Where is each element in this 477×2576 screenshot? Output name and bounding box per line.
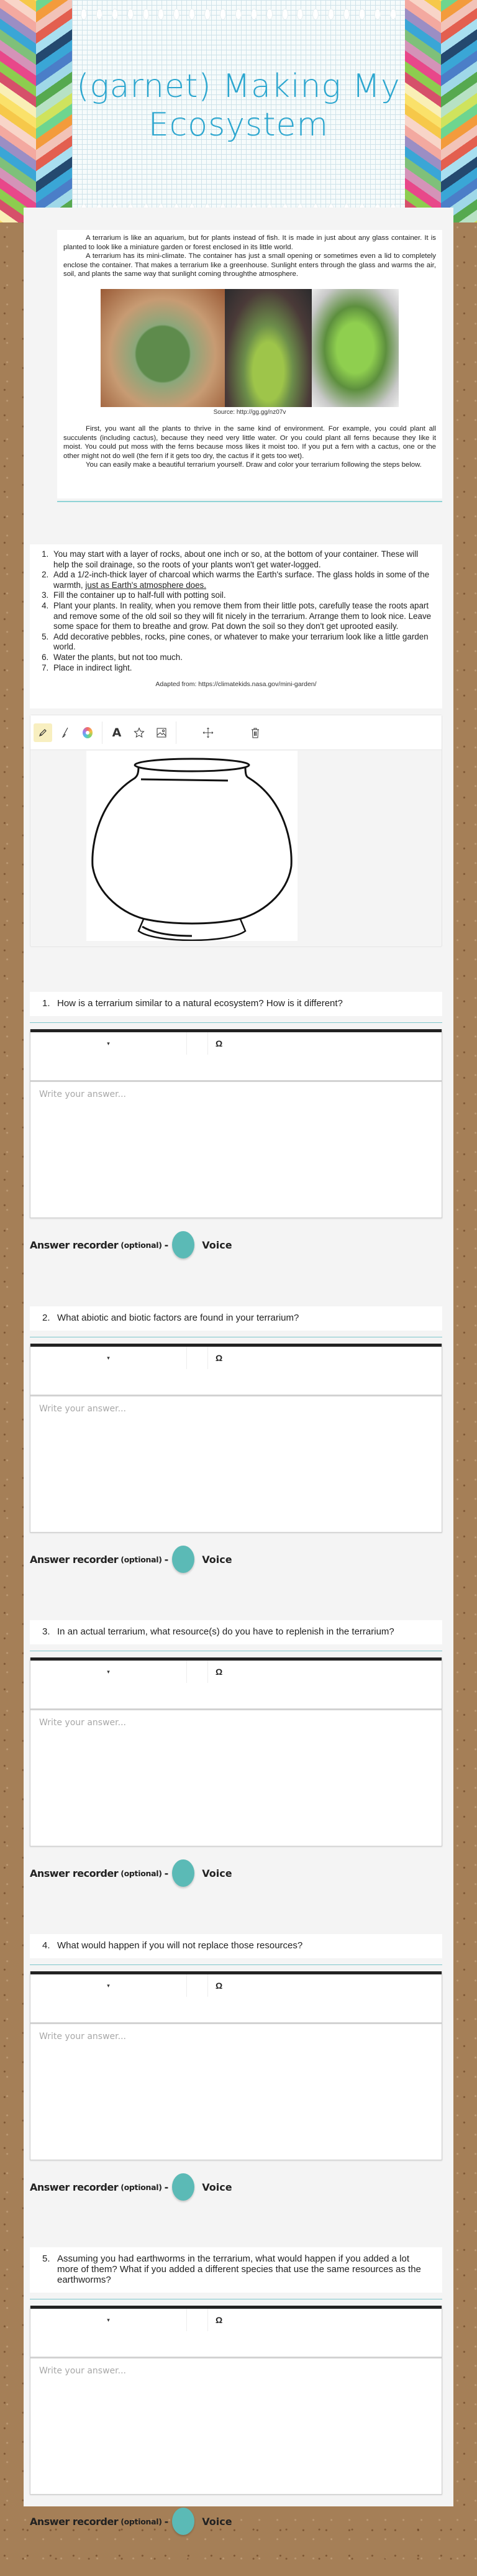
toolbar-spacer xyxy=(187,1661,208,1683)
question-prompt xyxy=(30,992,442,1016)
format-dropdown[interactable] xyxy=(30,1974,187,1997)
record-voice-button[interactable] xyxy=(172,2173,194,2201)
star-icon xyxy=(134,727,145,738)
image-tool-button[interactable] xyxy=(152,723,171,742)
intro-paragraph: A terrarium has its mini-climate. The container has just a small opening or sometimes even a lid to completely enclose the container. That makes a terrarium like a greenhouse. Sunlight enters through the glass and warms the air, soil, and plants the same way that sunlight coming throughthe atmosphere. xyxy=(63,252,436,278)
color-picker-button[interactable] xyxy=(78,723,97,742)
question-text: What would happen if you will not replace those resources? xyxy=(57,1940,303,1951)
chevron-pattern-left xyxy=(0,0,72,222)
toolbar-spacer xyxy=(187,1032,208,1055)
image-source-caption: Source: http://gg.gg/nz07v xyxy=(213,408,286,416)
question-divider xyxy=(30,1022,442,1023)
step-item: 7. Place in indirect light. xyxy=(51,663,435,674)
delete-drawing-button[interactable] xyxy=(246,723,265,742)
format-dropdown[interactable] xyxy=(30,1347,187,1369)
voice-label: Voice xyxy=(202,1867,232,1879)
special-character-button[interactable] xyxy=(208,1974,222,1997)
chevron-pattern-right xyxy=(405,0,477,222)
recorder-label: Answer recorder xyxy=(30,2515,119,2528)
omega-icon: Ω xyxy=(216,1667,223,1677)
recorder-label: Answer recorder xyxy=(30,1239,119,1251)
question-text: Assuming you had earthworms in the terrarium, what would happen if you added a lot more of them? What if you added a different species that use the same resources as the earthworms? xyxy=(57,2253,421,2285)
question-card xyxy=(30,1934,442,2202)
question-card xyxy=(30,1620,442,1889)
editor-toolbar xyxy=(30,2309,442,2358)
chevron-down-icon: ▾ xyxy=(107,2316,110,2323)
record-voice-button[interactable] xyxy=(172,1859,194,1887)
brush-icon xyxy=(60,727,70,738)
answer-recorder: Answer recorder (optional) - Voice xyxy=(30,1229,442,1260)
special-character-button[interactable] xyxy=(208,2309,222,2331)
toolbar-spacer xyxy=(187,1974,208,1997)
answer-input[interactable] xyxy=(30,2358,442,2494)
chevron-down-icon: ▾ xyxy=(107,1982,110,1989)
format-dropdown[interactable] xyxy=(30,1661,187,1683)
drawing-canvas[interactable] xyxy=(86,751,298,941)
voice-label: Voice xyxy=(202,2515,232,2528)
recorder-label: Answer recorder xyxy=(30,1553,119,1565)
voice-label: Voice xyxy=(202,2181,232,2193)
header-banner xyxy=(0,0,477,222)
voice-label: Voice xyxy=(202,1239,232,1251)
trash-icon xyxy=(250,727,260,739)
stamp-tool-button[interactable] xyxy=(130,723,148,742)
voice-label: Voice xyxy=(202,1553,232,1565)
terrarium-photo-succulent xyxy=(312,289,399,407)
recorder-label: Answer recorder xyxy=(30,1867,119,1879)
step-item: 3. Fill the container up to half-full with potting soil. xyxy=(51,590,435,601)
format-dropdown[interactable] xyxy=(30,1032,187,1055)
underlined-text: just as Earth's atmosphere does. xyxy=(85,580,206,590)
chevron-down-icon: ▾ xyxy=(107,1354,110,1361)
answer-recorder: Answer recorder (optional) - Voice xyxy=(30,2171,442,2202)
step-item: 6. Water the plants, but not too much. xyxy=(51,653,435,663)
steps-list xyxy=(37,549,435,673)
chevron-down-icon: ▾ xyxy=(107,1668,110,1675)
answer-editor xyxy=(30,1657,442,1846)
text-tool-icon: A xyxy=(112,725,122,740)
answer-input[interactable] xyxy=(30,1710,442,1846)
recorder-optional-label: (optional) xyxy=(120,1868,162,1878)
record-voice-button[interactable] xyxy=(172,2508,194,2535)
chevron-down-icon: ▾ xyxy=(107,1040,110,1047)
question-prompt xyxy=(30,1306,442,1331)
color-wheel-icon xyxy=(83,727,93,738)
format-dropdown[interactable] xyxy=(30,2309,187,2331)
omega-icon: Ω xyxy=(216,2315,223,2325)
answer-input[interactable] xyxy=(30,1396,442,1532)
omega-icon: Ω xyxy=(216,1981,223,1991)
drawing-widget xyxy=(30,715,442,947)
editor-toolbar xyxy=(30,1974,442,2024)
question-prompt xyxy=(30,1620,442,1644)
question-card xyxy=(30,1306,442,1575)
pencil-tool-button[interactable] xyxy=(34,723,52,742)
question-number: 4. xyxy=(42,1940,50,1951)
step-item: 5. Add decorative pebbles, rocks, pine cones, or whatever to make your terrarium look like a little garden world. xyxy=(51,632,435,653)
special-character-button[interactable] xyxy=(208,1661,222,1683)
question-text: How is a terrarium similar to a natural ecosystem? How is it different? xyxy=(57,998,343,1009)
question-number: 1. xyxy=(42,998,50,1009)
step-item: 4. Plant your plants. In reality, when you remove them from their little pots, carefully tease the roots apart and remove some of the old soil so they will fit nicely in the terrarium. Arrange them to look nice. Leave some space for them to breathe and grow. Pat down the soil so they don't get uprooted easily. xyxy=(51,601,435,632)
toolbar-spacer xyxy=(187,1347,208,1369)
steps-document xyxy=(30,544,442,708)
question-text: In an actual terrarium, what resource(s) do you have to replenish in the terrarium? xyxy=(57,1626,394,1637)
step-item: 1. You may start with a layer of rocks, about one inch or so, at the bottom of your container. These will help the soil drainage, so the roots of your plants won't get water-logged. xyxy=(51,549,435,570)
terrarium-photo-bowl xyxy=(101,289,225,407)
move-icon xyxy=(202,727,214,739)
special-character-button[interactable] xyxy=(208,1347,222,1369)
brush-tool-button[interactable] xyxy=(56,723,75,742)
answer-editor xyxy=(30,2306,442,2495)
record-voice-button[interactable] xyxy=(172,1546,194,1573)
answer-input[interactable] xyxy=(30,2024,442,2160)
question-prompt xyxy=(30,1934,442,1958)
move-tool-button[interactable] xyxy=(199,723,217,742)
recorder-optional-label: (optional) xyxy=(120,1554,162,1564)
adapted-from-credit: Adapted from: https://climatekids.nasa.gov/mini-garden/ xyxy=(155,681,317,689)
question-number: 3. xyxy=(42,1626,50,1637)
main-panel xyxy=(24,208,453,2528)
answer-recorder: Answer recorder (optional) - Voice xyxy=(30,1858,442,1889)
image-icon xyxy=(156,727,167,738)
terrarium-photos xyxy=(63,289,436,407)
special-character-button[interactable] xyxy=(208,1032,222,1055)
recorder-optional-label: (optional) xyxy=(120,2182,162,2192)
answer-editor xyxy=(30,1344,442,1533)
question-number: 5. xyxy=(42,2253,50,2264)
section-divider xyxy=(57,501,442,502)
question-prompt xyxy=(30,2247,442,2293)
question-text: What abiotic and biotic factors are found in your terrarium? xyxy=(57,1313,299,1323)
fishbowl-outline-image xyxy=(86,751,298,941)
page-title: (garnet) Making My Ecosystem xyxy=(76,68,401,144)
toolbar-spacer xyxy=(187,2309,208,2331)
binder-holes-top xyxy=(81,9,396,20)
question-divider xyxy=(30,1964,442,1965)
question-card xyxy=(30,2247,442,2537)
terrarium-photo-teardrop xyxy=(225,289,312,407)
text-tool-button[interactable] xyxy=(107,723,126,742)
notebook-paper xyxy=(72,0,405,222)
answer-editor xyxy=(30,1971,442,2160)
record-voice-button[interactable] xyxy=(172,1231,194,1258)
answer-editor xyxy=(30,1029,442,1218)
step-item: 2. Add a 1/2-inch-thick layer of charcoal which warms the Earth's surface. The glass holds in some of the warmth, just as Earth's atmosphere does. xyxy=(51,570,435,590)
answer-recorder: Answer recorder (optional) - Voice xyxy=(30,2506,442,2537)
omega-icon: Ω xyxy=(216,1353,223,1363)
answer-input[interactable] xyxy=(30,1082,442,1217)
editor-toolbar xyxy=(30,1347,442,1396)
intro-document xyxy=(57,230,442,498)
intro-paragraph: You can easily make a beautiful terrarium yourself. Draw and color your terrarium following the steps below. xyxy=(86,461,422,469)
question-card xyxy=(30,992,442,1260)
editor-toolbar xyxy=(30,1032,442,1082)
intro-paragraph: First, you want all the plants to thrive in the same kind of environment. For example, you could plant all succulents (including cactus), because they need very little water. Or you could plant all ferns because they like it moist. You could put moss with the ferns because moss likes it moist too. If you put a fern with a cactus, one or the other might not do well (the fern if it gets too dry, the cactus if it gets too wet). xyxy=(63,425,436,460)
answer-recorder: Answer recorder (optional) - Voice xyxy=(30,1544,442,1575)
intro-paragraph: A terrarium is like an aquarium, but for plants instead of fish. It is made in just about any glass container. It is planted to look like a miniature garden or forest enclosed in its little world. xyxy=(63,234,436,251)
recorder-label: Answer recorder xyxy=(30,2181,119,2193)
question-number: 2. xyxy=(42,1313,50,1323)
editor-toolbar xyxy=(30,1661,442,1710)
omega-icon: Ω xyxy=(216,1038,223,1048)
pencil-icon xyxy=(38,728,48,738)
drawing-toolbar xyxy=(30,715,442,750)
recorder-optional-label: (optional) xyxy=(120,2516,162,2526)
recorder-optional-label: (optional) xyxy=(120,1240,162,1250)
